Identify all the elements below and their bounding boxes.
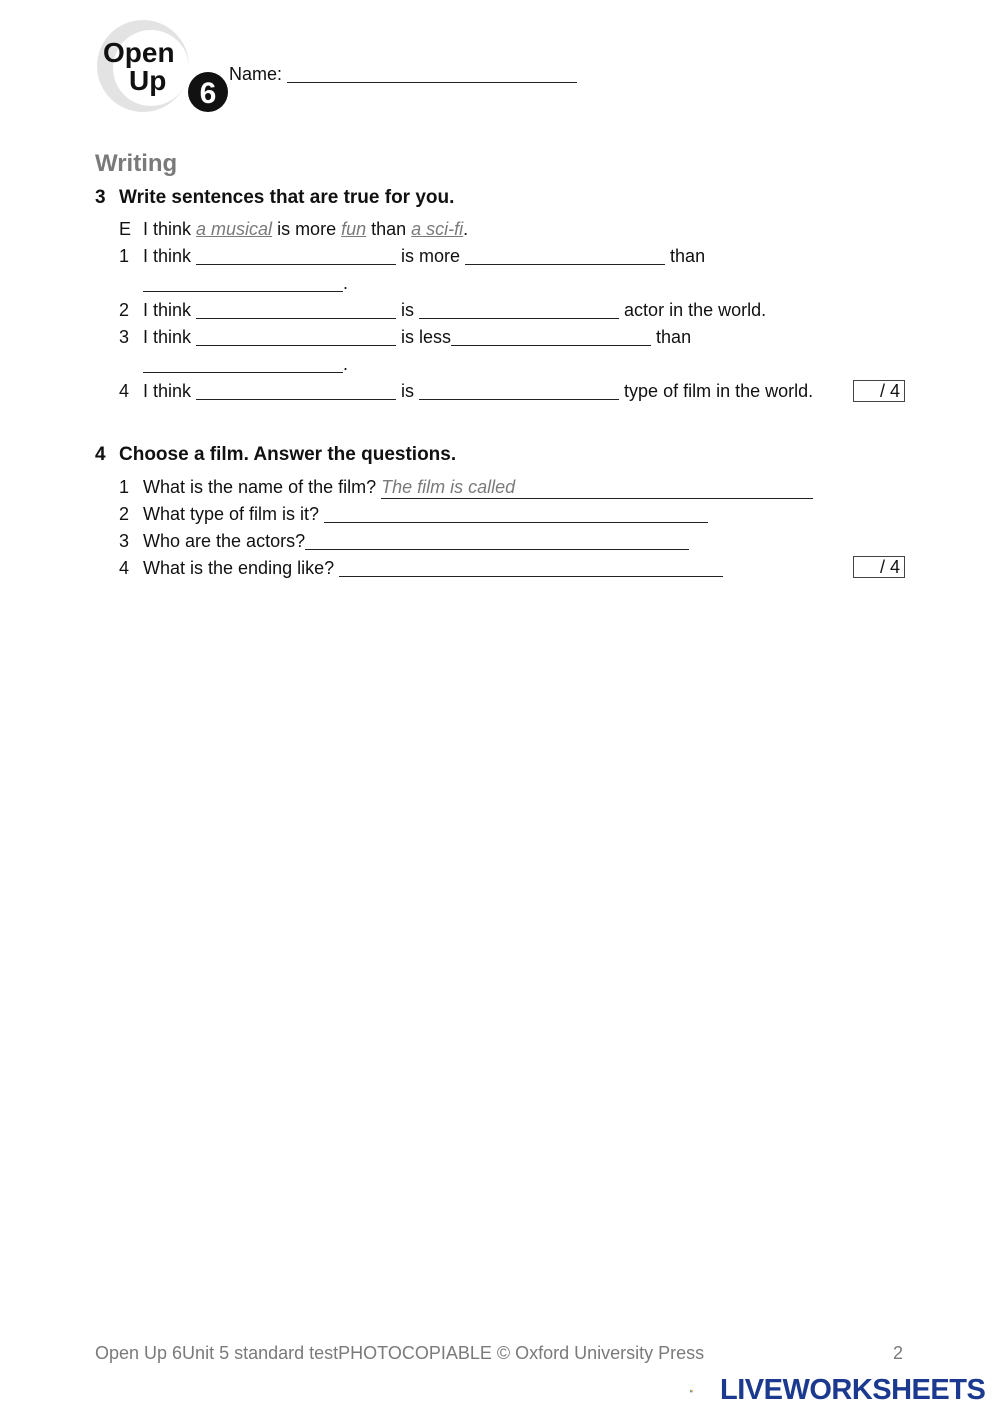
item-label: E [119, 219, 132, 239]
text: I think [143, 246, 197, 266]
answer-blank[interactable] [196, 300, 396, 319]
text: type of film in the world. [619, 381, 814, 401]
ex4-item-3 [119, 531, 689, 552]
answer-blank[interactable] [451, 327, 651, 346]
ex4-item-4 [119, 558, 723, 579]
item-number: 1 [119, 477, 130, 497]
page-number: 2 [893, 1343, 904, 1363]
item-number: 4 [119, 381, 130, 401]
ex3-item-3-continuation [143, 354, 348, 375]
text: than [665, 246, 706, 266]
item-number: 2 [119, 300, 130, 320]
example-answer: a musical [196, 219, 273, 239]
text: I think [143, 381, 197, 401]
open-up-6-logo [93, 18, 233, 114]
item-number: 4 [119, 558, 130, 578]
text: . [343, 354, 349, 374]
name-field [229, 64, 577, 85]
text: I think [143, 300, 197, 320]
section-title: Writing [95, 150, 178, 177]
text: . [463, 219, 469, 239]
answer-blank[interactable] [143, 273, 343, 292]
text: than [651, 327, 692, 347]
ex3-item-3 [119, 327, 691, 348]
text: . [343, 273, 349, 293]
item-number: 3 [119, 327, 130, 347]
ex3-score-box: / 4 [853, 380, 905, 402]
answer-blank[interactable] [339, 558, 723, 577]
answer-blank[interactable] [324, 504, 708, 523]
item-number: 3 [119, 531, 130, 551]
exercise-instruction: Write sentences that are true for you. [119, 187, 455, 208]
logo-word-open: Open [103, 37, 175, 68]
exercise-number: 3 [95, 187, 106, 208]
text: I think [143, 327, 197, 347]
exercise-3-heading [95, 187, 454, 209]
text: is more [396, 246, 466, 266]
answer-blank[interactable] [196, 381, 396, 400]
answer-blank[interactable] [465, 246, 665, 265]
ex4-item-1 [119, 477, 813, 499]
exercise-instruction: Choose a film. Answer the questions. [119, 444, 457, 465]
name-label: Name: [229, 64, 283, 84]
exercise-number: 4 [95, 444, 106, 465]
liveworksheets-logo-mark [690, 1374, 720, 1408]
ex3-item-1 [119, 246, 705, 267]
text: actor in the world. [619, 300, 767, 320]
ex3-item-4 [119, 381, 813, 402]
answer-line[interactable] [381, 477, 813, 499]
ex4-score-box: / 4 [853, 556, 905, 578]
footer-credit: Open Up 6Unit 5 standard testPHOTOCOPIABLE © Oxford University Press [95, 1343, 705, 1363]
example-answer: a sci-fi [411, 219, 464, 239]
item-number: 1 [119, 246, 130, 266]
question-text: What is the name of the film? [143, 477, 382, 497]
answer-blank[interactable] [419, 300, 619, 319]
ex3-item-1-continuation [143, 273, 348, 294]
answer-blank[interactable] [196, 246, 396, 265]
answer-blank[interactable] [305, 531, 689, 550]
question-text: Who are the actors? [143, 531, 306, 551]
text: I think [143, 219, 197, 239]
example-row [119, 219, 468, 240]
answer-blank[interactable] [143, 354, 343, 373]
text: is more [272, 219, 342, 239]
ex3-item-2 [119, 300, 766, 321]
example-answer: fun [341, 219, 367, 239]
answer-blank[interactable] [196, 327, 396, 346]
text: is [396, 381, 420, 401]
question-text: What is the ending like? [143, 558, 340, 578]
text: is less [396, 327, 452, 347]
item-number: 2 [119, 504, 130, 524]
example-answer: The film is called [381, 477, 516, 497]
text: is [396, 300, 420, 320]
ex4-item-2 [119, 504, 708, 525]
name-blank[interactable] [287, 64, 577, 83]
liveworksheets-watermark[interactable]: LIVEWORKSHEETS [720, 1374, 986, 1406]
text: than [366, 219, 412, 239]
logo-level: 6 [199, 77, 217, 110]
question-text: What type of film is it? [143, 504, 325, 524]
logo-word-up: Up [129, 65, 167, 96]
answer-blank[interactable] [419, 381, 619, 400]
exercise-4-heading [95, 444, 456, 466]
